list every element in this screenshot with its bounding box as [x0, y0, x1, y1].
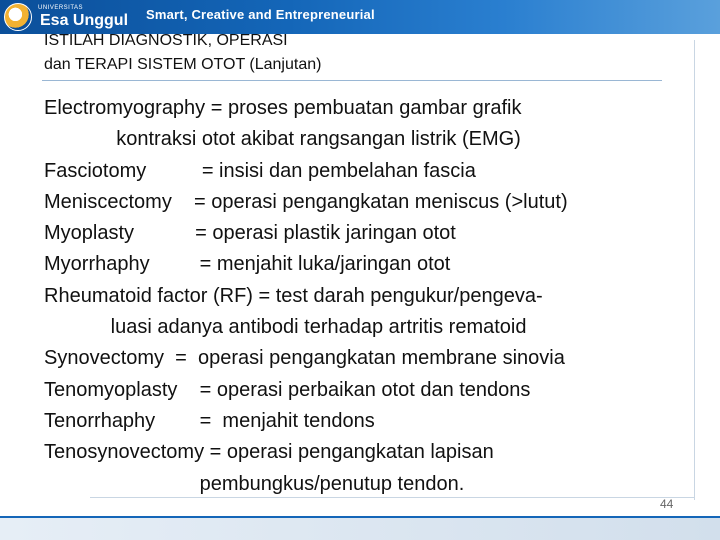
body-line: Tenorrhaphy = menjahit tendons: [44, 409, 375, 432]
body-line: Fasciotomy = insisi dan pembelahan fascia: [44, 159, 476, 182]
university-logo: [4, 3, 128, 31]
logo-emblem-icon: [4, 3, 32, 31]
body-line: Tenomyoplasty = operasi perbaikan otot dan tendons: [44, 378, 531, 401]
slide-title-line-1: ISTILAH DIAGNOSTIK, OPERASI: [44, 32, 288, 49]
body-line: Electromyography = proses pembuatan gambar grafik: [44, 97, 522, 119]
body-line: Synovectomy = operasi pengangkatan membrane sinovia: [44, 347, 565, 370]
frame-line-vertical: [694, 40, 695, 500]
logo-small-text: UNIVERSITAS: [38, 5, 84, 11]
header-banner: [0, 0, 720, 34]
frame-line-horizontal: [90, 497, 695, 498]
body-line: luasi adanya antibodi terhadap artritis rematoid: [44, 316, 527, 339]
body-line: Rheumatoid factor (RF) = test darah pengukur/pengeva-: [44, 284, 543, 307]
body-line: pembungkus/penutup tendon.: [44, 472, 465, 495]
body-line: Myorrhaphy = menjahit luka/jaringan otot: [44, 253, 451, 276]
body-line: kontraksi otot akibat rangsangan listrik (EMG): [44, 128, 521, 151]
header-tagline: Smart, Creative and Entrepreneurial: [146, 7, 375, 22]
slide-body: [44, 93, 704, 500]
slide-title-line-2: dan TERAPI SISTEM OTOT (Lanjutan): [44, 56, 322, 73]
page-number: 44: [660, 497, 674, 511]
title-divider: [42, 80, 662, 81]
body-line: Myoplasty = operasi plastik jaringan otot: [44, 222, 456, 245]
footer-bar: [0, 518, 720, 540]
body-line: Tenosynovectomy = operasi pengangkatan lapisan: [44, 441, 494, 464]
logo-name: Esa Unggul: [40, 12, 129, 29]
body-line: Meniscectomy = operasi pengangkatan meniscus (>lutut): [44, 190, 568, 213]
